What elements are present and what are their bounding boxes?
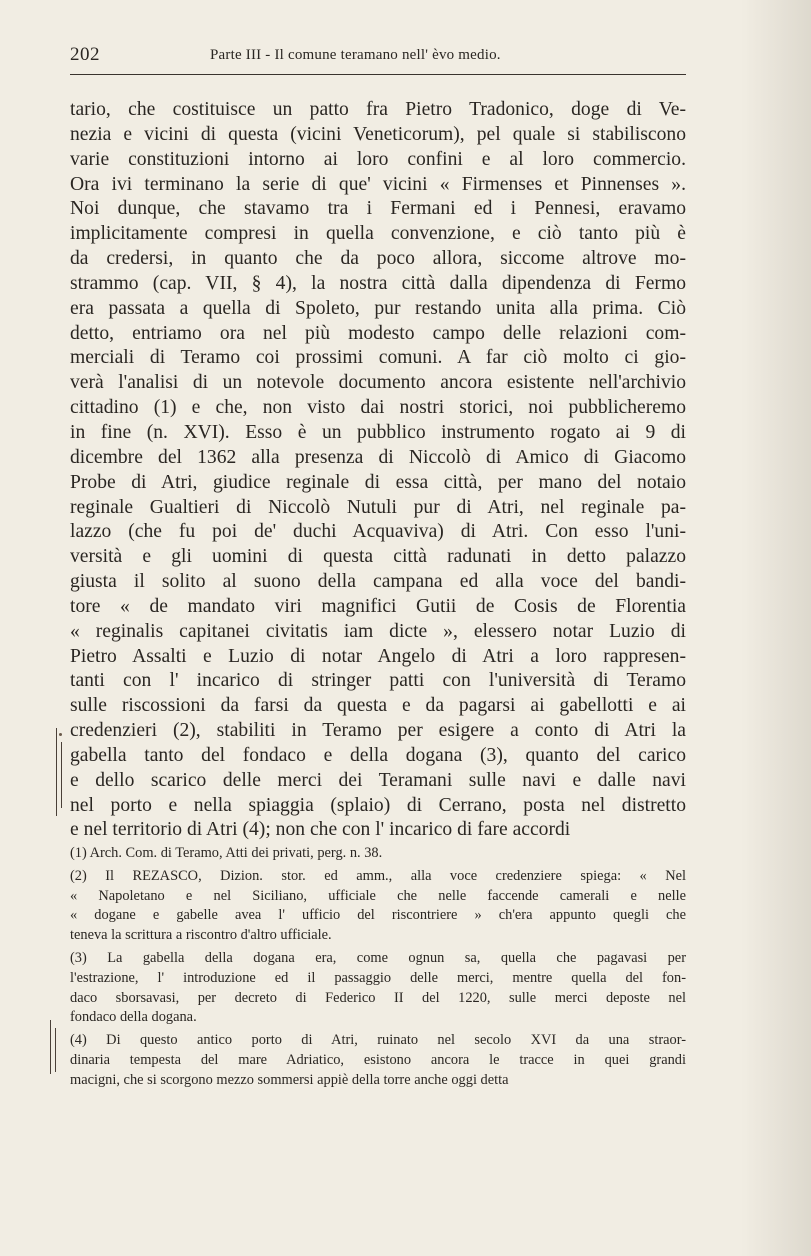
body-line: Noi dunque, che stavamo tra i Fermani ed i Pennesi, eravamo (70, 198, 686, 220)
footnote-line: (2) Il REZASCO, Dizion. stor. ed amm., alla voce credenziere spiega: « Nel (70, 867, 686, 884)
header-rule (70, 74, 686, 75)
body-line: sulle riscossioni da farsi da questa e da pagarsi ai gabellotti e ai (70, 695, 686, 717)
body-line: nel porto e nella spiaggia (splaio) di Cerrano, posta nel distretto (70, 794, 686, 816)
footnote-3 (70, 949, 686, 1028)
footnote-line: « Napoletano e nel Siciliano, ufficiale che nelle faccende camerali e nelle (70, 887, 686, 904)
body-line: dicembre del 1362 alla presenza di Niccolò di Amico di Giacomo (70, 446, 686, 468)
running-head (70, 44, 686, 74)
footnote-line: « dogane e gabelle avea l' ufficio del riscontriere » ch'era appunto quegli che (70, 907, 686, 924)
margin-mark-body-2 (61, 742, 62, 808)
footnote-line: (3) La gabella della dogana era, come ognun sa, quella che pagavasi per (70, 949, 686, 966)
footnote-2 (70, 867, 686, 946)
body-line: tanti con l' incarico di stringer patti con l'università di Teramo (70, 670, 686, 692)
body-line: tario, che costituisce un patto fra Pietro Tradonico, doge di Ve- (70, 99, 686, 120)
body-line: lazzo (che fu poi de' duchi Acquaviva) di Atri. Con esso l'uni- (70, 521, 686, 543)
body-line: nezia e vicini di questa (vicini Veneticorum), pel quale si stabiliscono (70, 123, 686, 145)
body-line: Ora ivi terminano la serie di que' vicini « Firmenses et Pinnenses ». (70, 173, 686, 195)
footnotes (70, 844, 686, 1091)
body-line: cittadino (1) e che, non visto dai nostri storici, noi pubblicheremo (70, 397, 686, 419)
body-line: gabella tanto del fondaco e della dogana (3), quanto del carico (70, 744, 686, 766)
body-line: « reginalis capitanei civitatis iam dicte », elessero notar Luzio di (70, 620, 686, 642)
body-line: versità e gli uomini di questa città radunati in detto palazzo (70, 546, 686, 568)
margin-mark-footnote-2 (55, 1028, 56, 1072)
footnote-line: daco sborsavasi, per decreto di Federico II del 1220, sulle merci deposte nel (70, 989, 686, 1006)
footnote-line: (4) Di questo antico porto di Atri, ruinato nel secolo XVI da una straor- (70, 1032, 686, 1049)
body-line: tore « de mandato viri magnifici Gutii de Cosis de Florentia (70, 595, 686, 617)
body-line: in fine (n. XVI). Esso è un pubblico instrumento rogato ai 9 di (70, 421, 686, 443)
body-line: reginale Gualtieri di Niccolò Nutuli pur di Atri, nel reginale pa- (70, 496, 686, 518)
body-line: merciali di Teramo coi prossimi comuni. A far ciò molto ci gio- (70, 347, 686, 369)
body-line: e nel territorio di Atri (4); non che con l' incarico di fare accordi (70, 819, 571, 841)
margin-dot (59, 733, 62, 736)
footnote-4 (70, 1031, 686, 1090)
body-line: credenzieri (2), stabiliti in Teramo per esigere a conto di Atri la (70, 720, 686, 742)
body-line: verà l'analisi di un notevole documento ancora esistente nell'archivio (70, 372, 686, 394)
body-line: e dello scarico delle merci dei Teramani sulle navi e dalle navi (70, 769, 686, 791)
margin-mark-body (56, 728, 57, 816)
body-line: Pietro Assalti e Luzio di notar Angelo di Atri a loro rappresen- (70, 645, 686, 667)
body-line: era passata a quella di Spoleto, pur restando unita alla prima. Ciò (70, 297, 686, 319)
body-line: detto, entriamo ora nel più modesto campo delle relazioni com- (70, 322, 686, 344)
footnote-line: (1) Arch. Com. di Teramo, Atti dei privati, perg. n. 38. (70, 845, 383, 861)
page-number: 202 (70, 44, 100, 65)
footnote-line: fondaco della dogana. (70, 1009, 197, 1026)
running-title: Parte III - Il comune teramano nell' èvo medio. (210, 47, 501, 63)
footnote-line: macigni, che si scorgono mezzo sommersi appiè della torre anche oggi detta (70, 1071, 509, 1088)
footnote-line: dinaria tempesta del mare Adriatico, esistono ancora le tracce in quei grandi (70, 1051, 686, 1068)
body-text (70, 98, 686, 843)
body-line: varie constituzioni intorno ai loro confini e al loro commercio. (70, 148, 686, 170)
body-line: giusta il solito al suono della campana ed alla voce del bandi- (70, 571, 686, 593)
margin-mark-footnote (50, 1020, 51, 1074)
footnote-1 (70, 844, 686, 864)
footnote-line: teneva la scrittura a riscontro d'altro ufficiale. (70, 927, 332, 944)
body-line: implicitamente compresi in quella convenzione, e ciò tanto più è (70, 223, 686, 245)
body-line: da credersi, in quanto che da poco allora, siccome altrove mo- (70, 248, 686, 270)
page-edge-shadow (741, 0, 811, 1256)
body-line: Probe di Atri, giudice reginale di essa città, per mano del notaio (70, 471, 686, 493)
body-line: strammo (cap. VII, § 4), la nostra città dalla dipendenza di Fermo (70, 272, 686, 294)
footnote-line: l'estrazione, l' introduzione ed il passaggio delle merci, mentre quella del fon- (70, 969, 686, 986)
